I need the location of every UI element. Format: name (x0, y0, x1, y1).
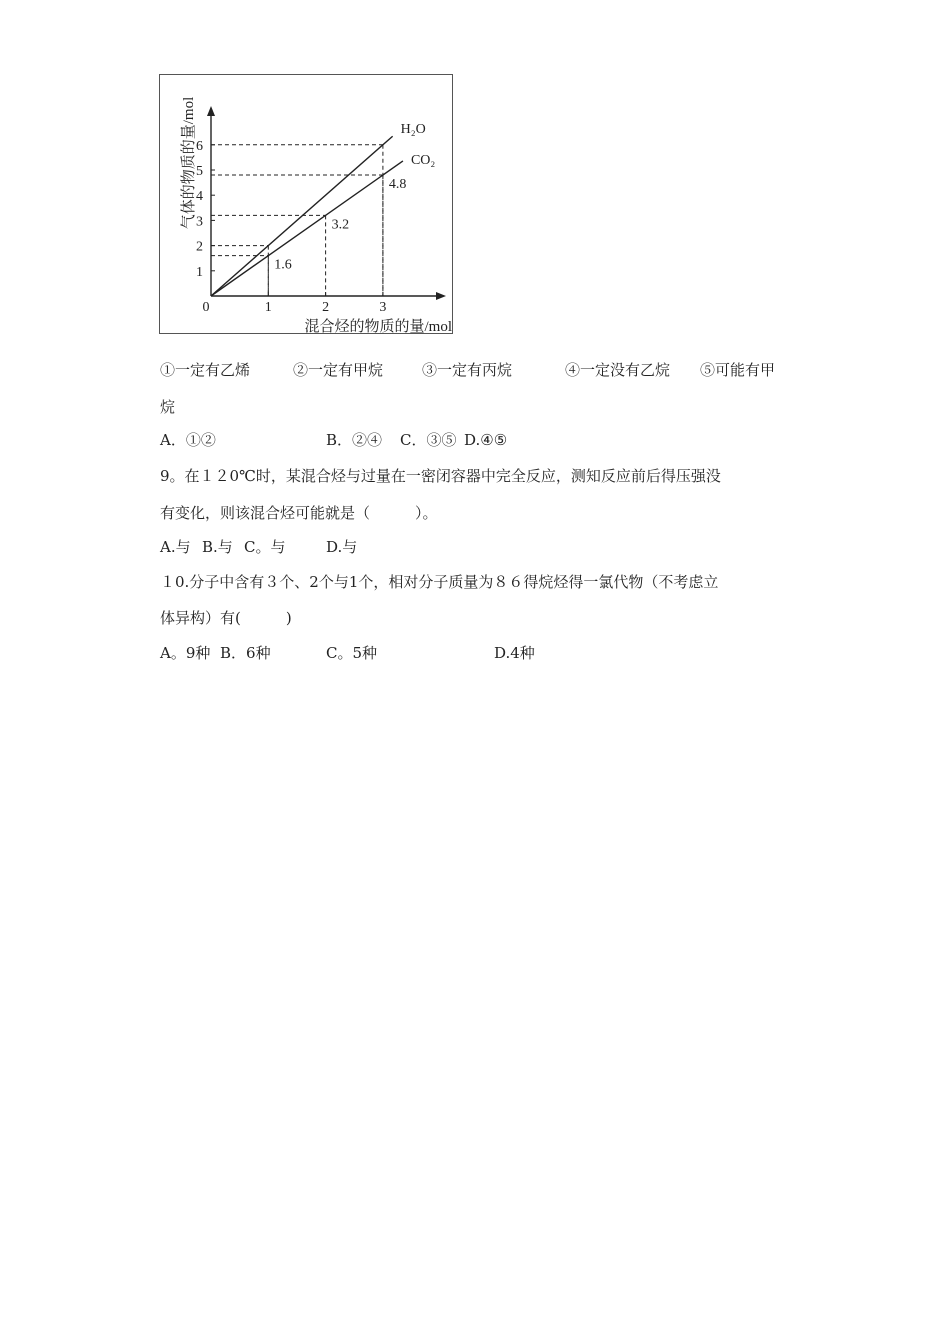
x-tick-label: 2 (322, 300, 330, 315)
answer-b: B.与 (202, 538, 233, 556)
answer-c: C。5种 (326, 644, 378, 662)
y-tick-label: 2 (196, 239, 203, 255)
answer-d: D.4种 (494, 644, 535, 662)
q8-options-continuation: 烷 (160, 398, 176, 416)
series-label: H₂O (400, 122, 426, 138)
x-axis-arrow (436, 292, 446, 300)
answer-a: A.与 (160, 538, 191, 556)
x-tick-label: 1 (264, 300, 272, 315)
answer-c: C．③⑤ (400, 431, 457, 449)
answer-d: D.④⑤ (464, 431, 508, 449)
option-1: ①一定有乙烯 (160, 361, 251, 379)
y-axis-arrow (207, 106, 215, 116)
option-4: ④一定没有乙烷 (565, 361, 671, 379)
x-axis-label: 混合烃的物质的量/mol (304, 319, 452, 335)
y-tick-label: 5 (196, 164, 203, 179)
data-label: 4.8 (388, 177, 407, 193)
answer-c: C。与 (244, 538, 286, 556)
q10-text-line-2: 体异构）有( ) (160, 609, 292, 627)
series-line (211, 136, 393, 296)
q9-text-line-2: 有变化，则该混合烃可能就是（ ）。 (160, 504, 438, 522)
y-tick-label: 3 (196, 214, 203, 230)
answer-d: D.与 (326, 538, 358, 556)
answer-b: B．②④ (326, 431, 383, 449)
q10-text-line-1: １0.分子中含有３个、2个与1个，相对分子质量为８６得烷烃得一氯代物（不考虑立 (160, 573, 719, 591)
y-axis-label: 气体的物质的量/mol (181, 96, 197, 230)
y-tick-label: 6 (196, 138, 203, 154)
q9-text-line-1: 9。在１２0℃时，某混合烃与过量在一密闭容器中完全反应，测知反应前后得压强没 (160, 467, 721, 485)
origin-label: 0 (202, 300, 210, 315)
answer-a: A．①② (160, 431, 216, 449)
answer-a: A。9种 (160, 644, 211, 662)
chart-svg (160, 75, 454, 335)
y-tick-label: 4 (196, 189, 203, 205)
option-2: ②一定有甲烷 (293, 361, 384, 379)
chart-figure (159, 74, 453, 334)
data-label: 1.6 (274, 257, 292, 273)
answer-b: B．6种 (220, 644, 271, 662)
option-3: ③一定有丙烷 (422, 361, 513, 379)
series-label: CO₂ (410, 152, 436, 168)
series-line (211, 161, 403, 296)
y-tick-label: 1 (196, 264, 203, 280)
option-5: ⑤可能有甲 (700, 361, 776, 379)
x-tick-label: 3 (379, 300, 387, 315)
data-label: 3.2 (331, 217, 350, 233)
